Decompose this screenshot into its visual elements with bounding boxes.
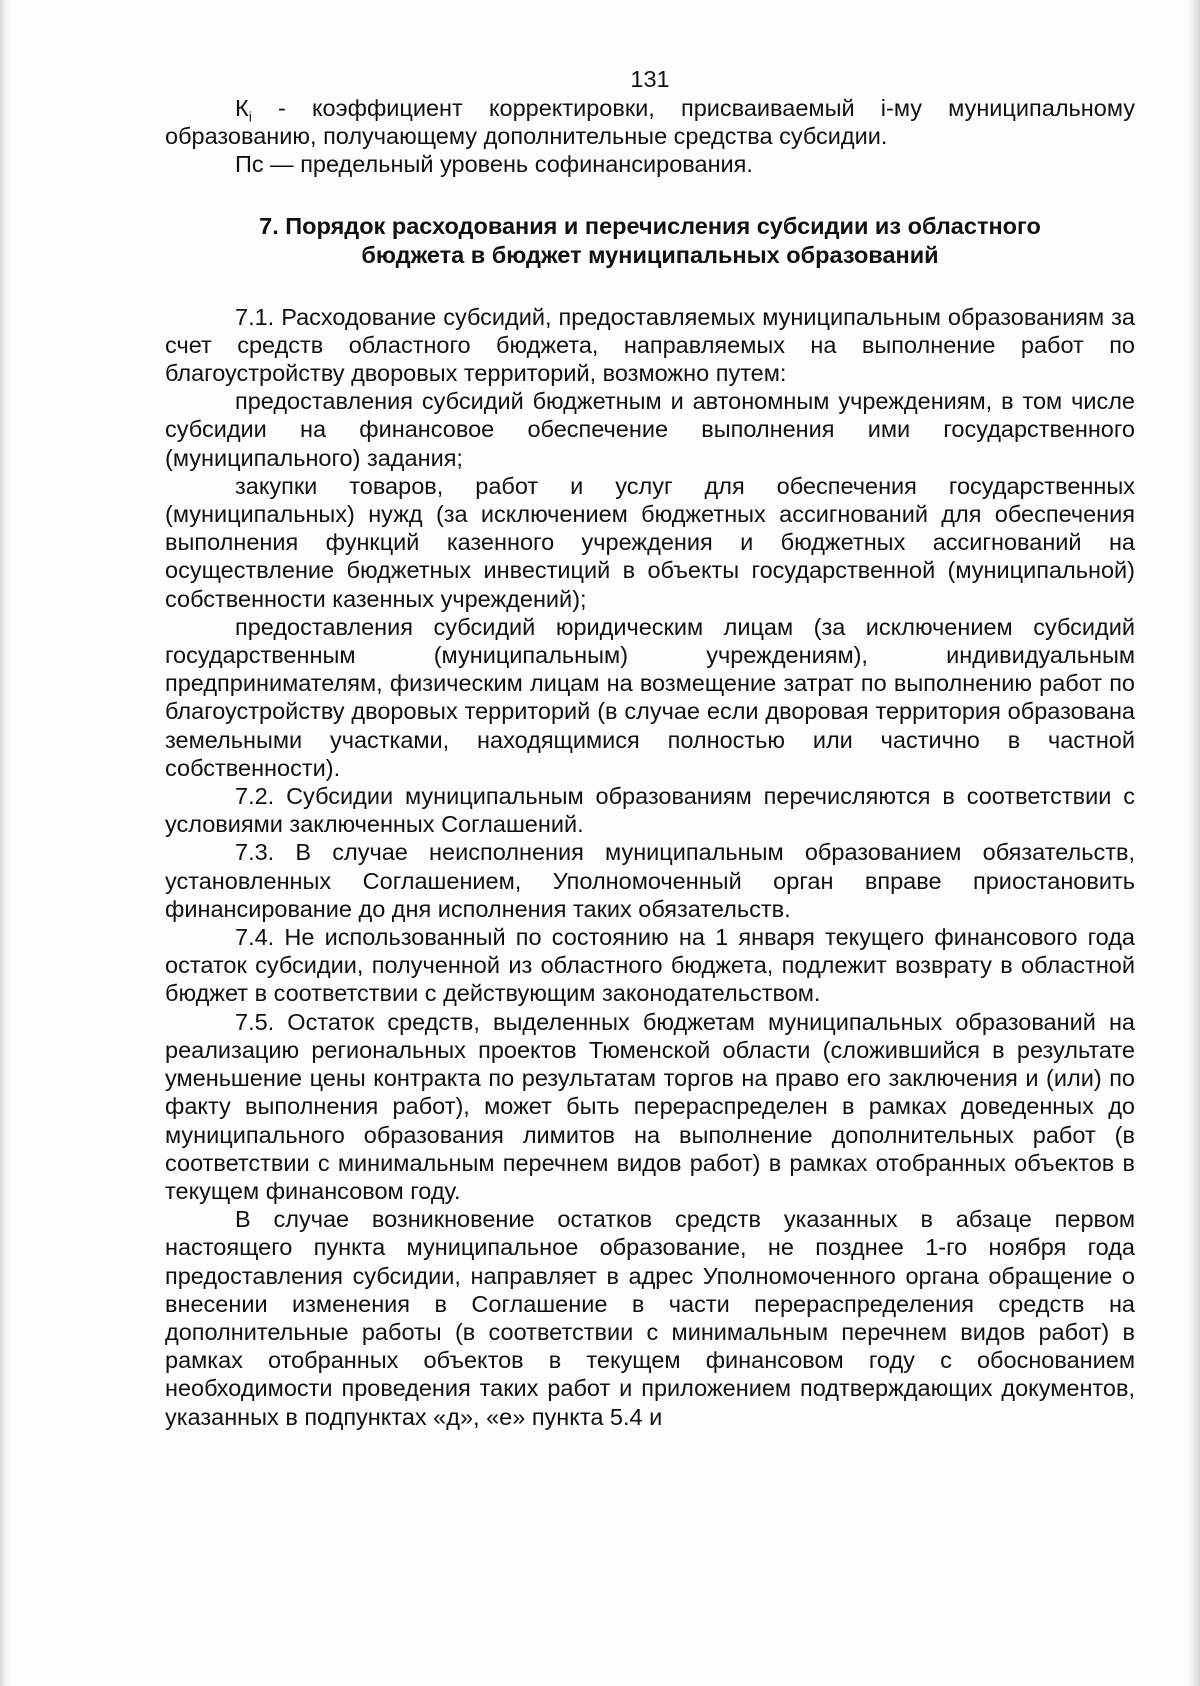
paragraph-remainder-case: В случае возникновение остатков средств указанных в абзаце первом настоящего пункта муниципальное образование, не позднее 1-го ноября года предоставления субсидии, направляет в адрес Уполномоченного органа обращение о внесении изменения в Соглашение в части перераспределения средств на дополнительные работы (в соответствии с минимальным перечнем видов работ) в рамках отобранных объектов в текущем финансовом году с обоснованием необходимости проведения таких работ и приложением подтверждающих документов, указанных в подпунктах «д», «е» пункта 5.4 и: [165, 1206, 1135, 1430]
paragraph-budget-institutions: предоставления субсидий бюджетным и автономным учреждениям, в том числе субсидии на финансовое обеспечение выполнения ими государственного (муниципального) задания;: [165, 388, 1135, 471]
section-heading: [165, 212, 1135, 270]
k-definition-text: - коэффициент корректировки, присваиваемый i-му муниципальному образованию, получающему дополнительные средства субсидии.: [165, 95, 1135, 150]
k-coefficient-definition: [165, 94, 1135, 150]
paragraph-procurement: закупки товаров, работ и услуг для обеспечения государственных (муниципальных) нужд (за исключением бюджетных ассигнований для обеспечения выполнения функций казенного учреждения и бюджетных ассигнований на осуществление бюджетных инвестиций в объекты государственной (муниципальной) собственности казенных учреждений);: [165, 472, 1135, 612]
paragraph-7-3: 7.3. В случае неисполнения муниципальным образованием обязательств, установленных Соглашением, Уполномоченный орган вправе приостановить финансирование до дня исполнения таких обязательств.: [165, 839, 1135, 922]
section-heading-line-1: 7. Порядок расходования и перечисления субсидии из областного: [259, 212, 1041, 239]
section-heading-line-2: бюджета в бюджет муниципальных образований: [361, 241, 939, 268]
k-subscript: i: [248, 108, 252, 125]
paragraph-7-1: 7.1. Расходование субсидий, предоставляемых муниципальным образованиям за счет средств областного бюджета, направляемых на выполнение работ по благоустройству дворовых территорий, возможно путем:: [165, 303, 1135, 387]
k-symbol: К: [235, 95, 249, 121]
page-number: 131: [630, 66, 670, 92]
paragraph-7-5: 7.5. Остаток средств, выделенных бюджетам муниципальных образований на реализацию региональных проектов Тюменской области (сложившийся в результате уменьшение цены контракта по результатам торгов на право его заключения и (или) по факту выполнения работ), может быть перераспределен в рамках доведенных до муниципального образования лимитов на выполнение дополнительных работ (в соответствии с минимальным перечнем видов работ) в рамках отобранных объектов в текущем финансовом году.: [165, 1008, 1135, 1204]
document-body: [165, 64, 1135, 1431]
scan-edge-right: [1186, 0, 1200, 1686]
paragraph-7-4: 7.4. Не использованный по состоянию на 1 января текущего финансового года остаток субсидии, полученной из областного бюджета, подлежит возврату в областной бюджет в соответствии с действующим законодательством.: [165, 924, 1135, 1007]
pc-definition: Пс — предельный уровень софинансирования.: [235, 151, 753, 178]
paragraph-7-2: 7.2. Субсидии муниципальным образованиям перечисляются в соответствии с условиями заключенных Соглашений.: [165, 783, 1135, 838]
scan-edge-left: [0, 0, 10, 1686]
paragraph-legal-entities: предоставления субсидий юридическим лицам (за исключением субсидий государственным (муниципальным) учреждениям), индивидуальным предпринимателям, физическим лицам на возмещение затрат по выполнению работ по благоустройству дворовых территорий (в случае если дворовая территория образована земельными участками, находящимися полностью или частично в частной собственности).: [165, 613, 1135, 781]
